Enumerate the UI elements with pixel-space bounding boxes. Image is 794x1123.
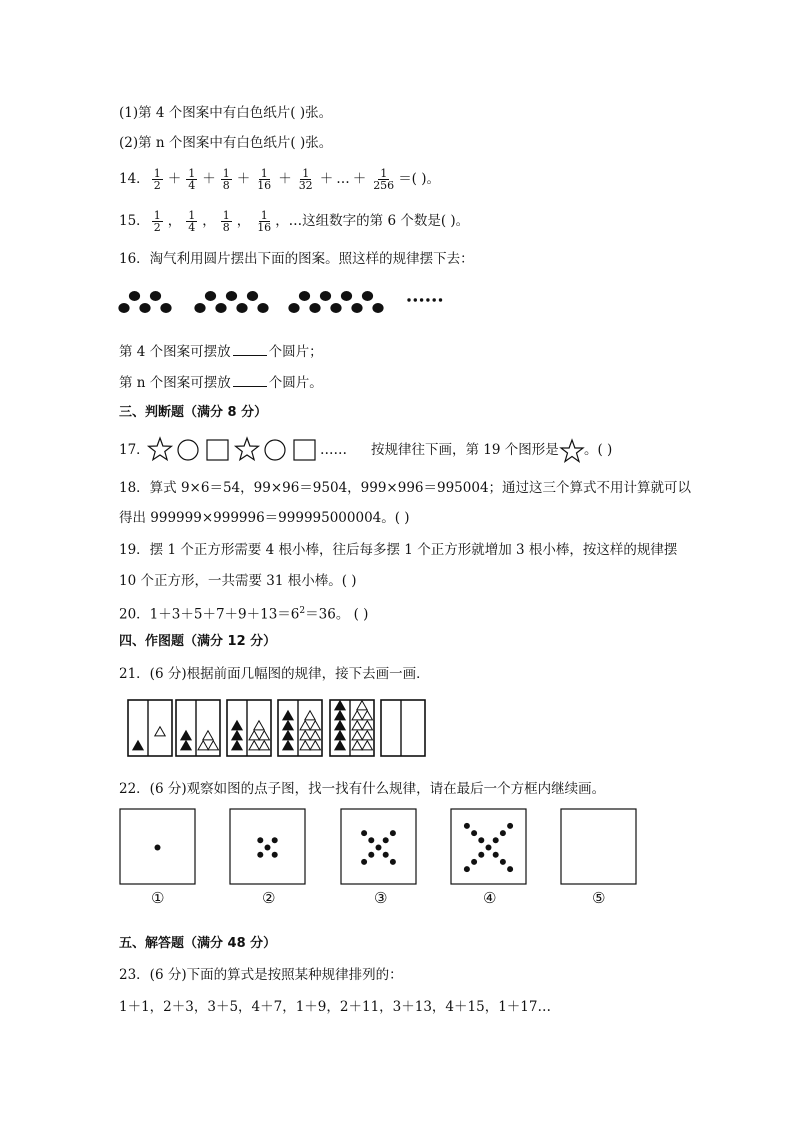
dot [426,298,429,301]
fraction: $\frac{1}{8}$ [222,167,230,192]
q15-number: 15． [119,213,150,229]
dot [471,830,477,836]
square-shape [207,440,228,460]
dot [500,830,506,836]
dot-box-5[interactable] [561,809,636,884]
dot [361,859,367,865]
q13-part1: (1)第 4 个图案中有白色纸片( )张。 [119,105,333,121]
fraction: $\frac{1}{2}$ [153,167,161,192]
fraction: $\frac{1}{4}$ [188,209,196,234]
q14-fractions: $\frac{1}{2}$ ＋ $\frac{1}{4}$ ＋ $\frac{1}{8}$ ＋ $\frac{1}{16}$ ＋ $\frac{1}{32}$ [153,167,313,192]
question-14: 14． $\frac{1}{2}$ ＋ $\frac{1}{4}$ ＋ $\frac{1}{8}$ ＋ $\frac{1}{16}$ ＋ $\frac{1}{32}$ ＋ … ＋ $\frac{1}{256}$ ＝( )。 [119,167,441,192]
dot-box-2 [230,809,305,884]
question-22: 22．(6 分)观察如图的点子图，找一找有什么规律，请在最后一个方框内继续画。 [119,781,606,797]
dot [390,859,396,865]
q19-line1: 19．摆 1 个正方形需要 4 根小棒，往后每多摆 1 个正方形就增加 3 根小棒，按这样的规律摆 [119,542,678,558]
dot [361,830,367,836]
q19-line2: 10 个正方形，一共需要 31 根小棒。( ) [119,573,357,589]
dot [507,823,513,829]
dot [309,303,320,313]
section-4-heading: 四、作图题（满分 12 分） [119,634,277,649]
label-2: ② [262,889,276,907]
question-16: 16．淘气利用圆片摆出下面的图案。照这样的规律摆下去： [119,251,474,267]
question-15 [119,210,469,233]
circle-shape [265,440,285,460]
fraction: $\frac{1}{16}$ [257,209,272,234]
label-3: ③ [374,889,388,907]
q15-tail: ，…这组数字的第 6 个数是( )。 [275,213,470,229]
dot [299,291,310,301]
dot [226,291,237,301]
dot-pattern-1 [118,291,171,313]
q18-line1: 18．算式 9×6＝54，99×96＝9504，999×996＝995004；通过这三个算式不用计算就可以 [119,480,692,496]
star-icon [560,439,584,463]
star-shape [149,438,172,460]
dot [160,303,171,313]
q16-answer-n: 第 n 个图案可摆放 个圆片。 [119,375,323,391]
dot [372,303,383,313]
q14-number: 14． [119,171,150,187]
circle-shape [178,440,198,460]
dot [414,298,417,301]
dot [376,845,382,851]
dot-box-3 [341,809,416,884]
dot [351,303,362,313]
dot [486,845,492,851]
dot [320,291,331,301]
triangle-figure-1 [128,700,172,756]
dot-pattern-2 [194,291,268,313]
dot [507,866,513,872]
dot-ellipsis [407,298,442,301]
dot [464,823,470,829]
dot [341,291,352,301]
triangle-figure-5 [330,700,374,756]
dot [420,298,423,301]
dot [257,852,263,858]
dot [257,837,263,843]
dot [433,298,436,301]
section-5-heading: 五、解答题（满分 48 分） [119,936,277,951]
dot [478,837,484,843]
dot [439,298,442,301]
q14-last-fraction: $\frac{1}{256}$ [373,167,395,192]
dot [471,859,477,865]
q22-dot-boxes [119,808,639,888]
dot [272,852,278,858]
q17-text: 按规律往下画，第 19 个图形是 [371,442,559,458]
square-shape [294,440,315,460]
dot [383,852,389,858]
label-4: ④ [483,889,497,907]
dot [407,298,410,301]
dot [493,837,499,843]
dot [118,303,129,313]
question-20: 20．$1+3+5+7+9+13=6^2=36$。 ( ) [119,606,369,623]
dot [464,866,470,872]
dot [478,852,484,858]
q18-line2: 得出 999999×999996＝999995000004。( ) [119,510,410,526]
fraction: $\frac{1}{4}$ [188,167,196,192]
fraction: $\frac{1}{16}$ [257,167,272,192]
dot [500,859,506,865]
dot-pattern-3 [288,291,383,313]
dot [194,303,205,313]
q13-part2: (2)第 n 个图案中有白色纸片( )张。 [119,135,333,151]
q14-ellipsis: … [336,171,350,187]
q16-answer-4: 第 4 个图案可摆放 个圆片； [119,344,323,360]
dot [257,303,268,313]
fraction: $\frac{1}{8}$ [222,209,230,234]
q16-dot-patterns [118,283,458,328]
dot [155,845,161,851]
question-21: 21．(6 分)根据前面几幅图的规律，接下去画一画． [119,666,430,682]
q17-number: 17． [119,442,150,458]
dot [129,291,140,301]
dot [390,830,396,836]
dot [362,291,373,301]
triangle-figure-6 [381,700,425,756]
dot [215,303,226,313]
dot [493,852,499,858]
triangle-figure-3 [227,700,271,756]
dot [247,291,258,301]
dot-box-1 [120,809,195,884]
q14-answer-blank: ＝( )。 [398,171,441,187]
q23-sequence: 1＋1，2＋3，3＋5，4＋7，1＋9，2＋11，3＋13，4＋15，1＋17… [119,999,551,1015]
dot [272,837,278,843]
fraction: $\frac{1}{32}$ [298,167,313,192]
dot-box-4 [451,809,526,884]
dot [368,837,374,843]
fraction: $\frac{1}{2}$ [153,209,161,234]
triangle-figure-4 [278,700,322,756]
label-5: ⑤ [592,889,606,907]
dot [205,291,216,301]
q15-fractions: $\frac{1}{2}$ ， $\frac{1}{4}$ ， $\frac{1}{8}$ ， $\frac{1}{16}$ [153,209,272,234]
dot [150,291,161,301]
dot [139,303,150,313]
dot [236,303,247,313]
star-shape [236,438,259,460]
section-3-heading: 三、判断题（满分 8 分） [119,405,268,420]
dot [265,845,271,851]
label-1: ① [151,889,165,907]
q17-answer-blank: 。( ) [584,442,613,458]
dot [330,303,341,313]
q21-triangle-figures [126,699,426,759]
question-23: 23．(6 分)下面的算式是按照某种规律排列的： [119,967,403,983]
q17-shape-sequence [148,437,348,463]
q17-ellipsis: …… [320,442,347,458]
dot [368,852,374,858]
dot [288,303,299,313]
triangle-figure-2 [176,700,220,756]
dot [383,837,389,843]
